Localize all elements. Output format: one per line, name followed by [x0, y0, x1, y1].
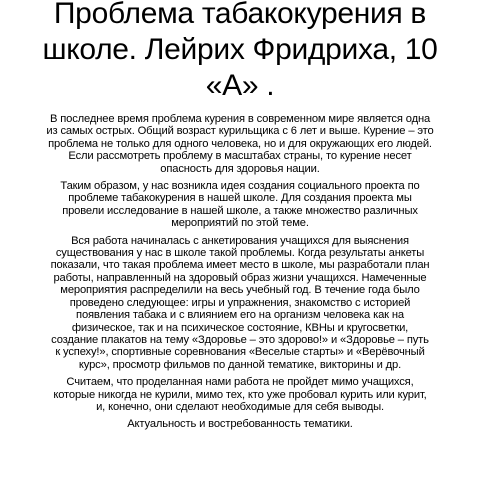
- text-line: существования у нас в школе такой проблемы. Когда результаты анкеты: [55, 247, 425, 260]
- text-line: физическое, так и на психическое состояние, КВНы и кругосветки,: [71, 321, 409, 334]
- text-line: курс», просмотр фильмов по данной тематике, викторины и др.: [78, 358, 402, 371]
- text-line: проблема не только для одного человека, но и для окружающих его людей.: [48, 137, 432, 150]
- text-line: проведено следующее: игры и упражнения, знакомство с историей: [69, 296, 411, 309]
- text-line: и, конечно, они сделают необходимые для себя выводы.: [96, 400, 384, 413]
- paragraph-work: [18, 235, 462, 371]
- text-line: В последнее время проблема курения в современном мире является одна: [49, 113, 431, 125]
- text-line: Если рассмотреть проблему в масштабах страны, то курение несет: [68, 150, 412, 163]
- title-line: «А» .: [205, 69, 275, 102]
- text-line: мероприятия распределили на весь учебный год. В течение года было: [60, 284, 420, 297]
- text-line: которые никогда не курили, мимо тех, кто уже пробовал курить или курит,: [53, 388, 427, 401]
- document-body: [18, 113, 462, 436]
- text-line: Актуальность и востребованность тематики.: [127, 418, 353, 431]
- text-line: провели исследование в нашей школе, а также множество различных: [62, 204, 418, 217]
- text-line: создание плакатов на тему «Здоровье – это здорово!» и «Здоровье – путь: [51, 333, 429, 346]
- paragraph-relevance: [18, 418, 462, 430]
- text-line: Таким образом, у нас возникла идея создания социального проекта по: [60, 180, 420, 193]
- text-line: проблеме табакокурения в нашей школе. Для создания проекта мы: [68, 192, 412, 205]
- text-line: показали, что такая проблема имеет место в школе, мы разработали план: [50, 259, 430, 272]
- text-line: из самых острых. Общий возраст курильщика с 6 лет и выше. Курение – это: [46, 125, 434, 138]
- text-line: мероприятий по этой теме.: [171, 217, 309, 230]
- paragraph-intro: [18, 113, 462, 175]
- text-line: опасность для здоровья нации.: [160, 162, 320, 175]
- text-line: Вся работа начиналась с анкетирования учащихся для выяснения: [71, 234, 409, 247]
- text-line: появления табака и с влиянием его на организм человека как на: [76, 309, 404, 322]
- page-title: [14, 0, 466, 104]
- text-line: Считаем, что проделанная нами работа не пройдет мимо учащихся,: [66, 376, 414, 389]
- text-line: работы, направленный на здоровый образ жизни учащихся. Намеченные: [53, 271, 427, 284]
- text-line: к успеху!», спортивные соревнования «Веселые старты» и «Верёвочный: [55, 346, 425, 359]
- paragraph-project-idea: [18, 180, 462, 230]
- title-line: Проблема табакокурения в: [53, 0, 427, 30]
- title-line: школе. Лейрих Фридриха, 10: [42, 33, 438, 66]
- paragraph-conclusion: [18, 376, 462, 413]
